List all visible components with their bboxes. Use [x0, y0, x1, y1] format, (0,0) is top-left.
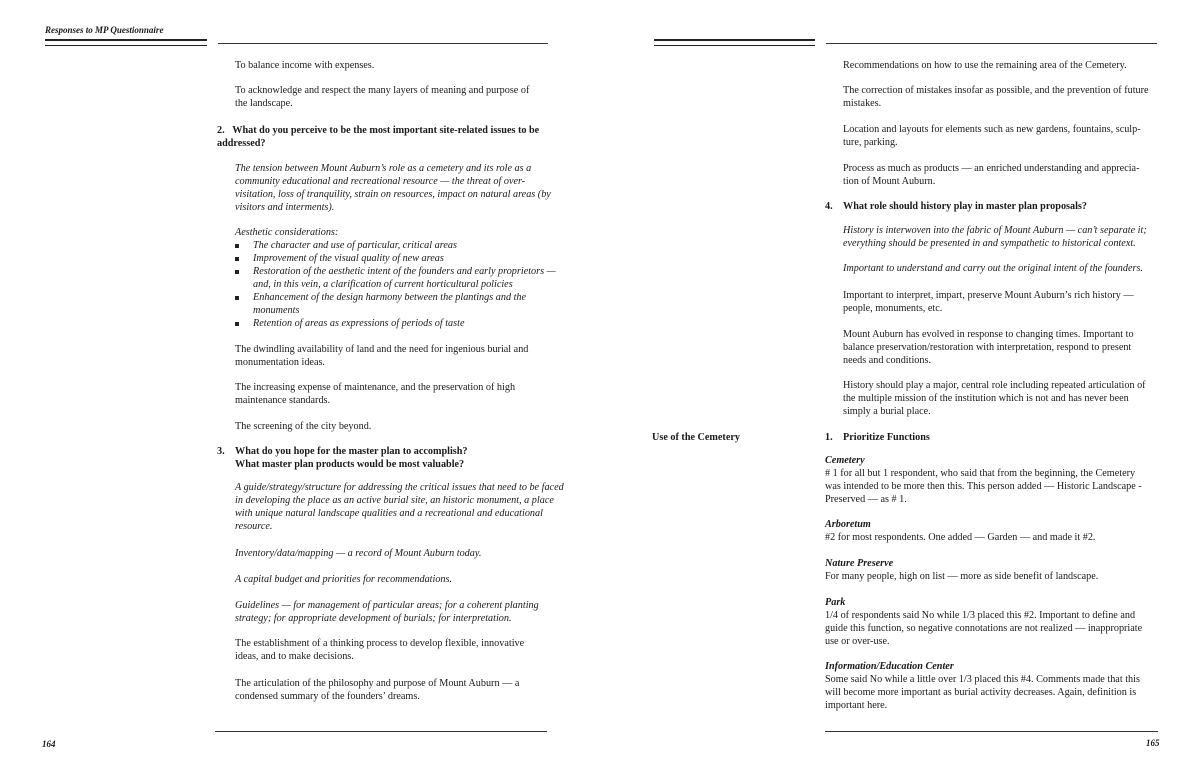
- paragraph-interwoven: [843, 224, 1147, 250]
- list-item: [253, 265, 556, 291]
- text-line: visitors and interments).: [235, 202, 335, 213]
- text-line: strategy; for appropriate development of burials; for interpretation.: [235, 613, 512, 624]
- question-number: 3.: [217, 446, 225, 457]
- text-line: Process as much as products — an enriched understanding and apprecia-: [843, 163, 1140, 174]
- text-line: The establishment of a thinking process to develop flexible, innovative: [235, 638, 525, 649]
- text-line: people, monuments, etc.: [843, 303, 943, 314]
- paragraph-acknowledge: [235, 84, 529, 110]
- text-line: Enhancement of the design harmony between the plantings and the: [253, 292, 527, 303]
- text-line: Important to understand and carry out the original intent of the founders.: [843, 263, 1143, 274]
- header-rule: [826, 43, 1157, 44]
- function-park: [825, 596, 1142, 648]
- text-line: simply a burial place.: [843, 406, 931, 417]
- question-text: What do you hope for the master plan to accomplish?: [235, 446, 468, 457]
- text-line: important here.: [825, 700, 888, 711]
- text-line: #2 for most respondents. One added — Garden — and made it #2.: [825, 532, 1096, 543]
- text-line: 1/4 of respondents said No while 1/3 placed this #2. Important to define and: [825, 610, 1136, 621]
- text-line: the multiple mission of the institution which is not and has never been: [843, 393, 1129, 404]
- function-information-center: [825, 660, 1140, 712]
- text-line: mistakes.: [843, 98, 882, 109]
- list-item: [253, 291, 526, 317]
- text-line: the landscape.: [235, 98, 293, 109]
- text-line: Preserved — as # 1.: [825, 494, 907, 505]
- footer-rule: [215, 731, 547, 732]
- text-line: in developing the place as an active burial site, an historic monument, a place: [235, 495, 554, 506]
- running-header: Responses to MP Questionnaire: [45, 25, 164, 35]
- list-item: [253, 239, 457, 252]
- text-line: The increasing expense of maintenance, and the preservation of high: [235, 382, 516, 393]
- paragraph-major: [843, 379, 1146, 418]
- text-line: balance preservation/restoration with interpretation, respond to present: [843, 342, 1132, 353]
- text-line: monuments: [253, 305, 300, 316]
- paragraph-dwindling: [235, 343, 528, 369]
- text-line: tion of Mount Auburn.: [843, 176, 936, 187]
- paragraph-evolved: [843, 328, 1134, 367]
- paragraph-thinking: [235, 637, 524, 663]
- paragraph-guide: [235, 481, 564, 533]
- function-name: Cemetery: [825, 455, 865, 466]
- list-item: [253, 252, 444, 265]
- question-3: [235, 445, 468, 471]
- paragraph-recommendations: [843, 59, 1127, 72]
- bullet-icon: [235, 257, 239, 261]
- text-line: A capital budget and priorities for recommendations.: [235, 574, 453, 585]
- footer-rule: [825, 731, 1158, 732]
- text-line: A guide/strategy/structure for addressing the critical issues that need to be faced: [235, 482, 564, 493]
- bullet-icon: [235, 244, 239, 248]
- question-text: What master plan products would be most valuable?: [235, 459, 465, 470]
- section-label: Use of the Cemetery: [652, 432, 740, 443]
- text-line: Improvement of the visual quality of new areas: [253, 253, 444, 264]
- text-line: ideas, and to make decisions.: [235, 651, 354, 662]
- text-line: Some said No while a little over 1/3 placed this #4. Comments made that this: [825, 674, 1140, 685]
- text-line: The articulation of the philosophy and purpose of Mount Auburn — a: [235, 678, 520, 689]
- paragraph-budget: [235, 573, 452, 586]
- question-number: 2.: [217, 125, 225, 136]
- section-number: 1.: [825, 432, 833, 443]
- paragraph-location: [843, 123, 1141, 149]
- function-arboretum: [825, 518, 1095, 544]
- bullet-icon: [235, 296, 239, 300]
- question-number: 4.: [825, 201, 833, 212]
- text-line: The tension between Mount Auburn’s role as a cemetery and its role as a: [235, 163, 532, 174]
- paragraph-balance: [235, 59, 374, 72]
- text-line: History should play a major, central role including repeated articulation of: [843, 380, 1146, 391]
- function-name: Information/Education Center: [825, 661, 954, 672]
- header-rule: [218, 43, 548, 44]
- text-line: will become more important as burial activity decreases. Again, definition is: [825, 687, 1137, 698]
- function-name: Nature Preserve: [825, 558, 894, 569]
- text-line: For many people, high on list — more as side benefit of landscape.: [825, 571, 1099, 582]
- text-line: The screening of the city beyond.: [235, 421, 372, 432]
- paragraph-guidelines: [235, 599, 539, 625]
- page-number: 164: [42, 739, 56, 749]
- paragraph-expense: [235, 381, 515, 407]
- text-line: visitation, loss of tranquility, strain on resources, impact on natural areas (by: [235, 189, 551, 200]
- text-line: use or over-use.: [825, 636, 890, 647]
- text-line: Recommendations on how to use the remaining area of the Cemetery.: [843, 60, 1127, 71]
- text-line: Retention of areas as expressions of periods of taste: [253, 318, 465, 329]
- text-line: To acknowledge and respect the many layers of meaning and purpose of: [235, 85, 530, 96]
- bullet-icon: [235, 270, 239, 274]
- text-line: ture, parking.: [843, 137, 898, 148]
- text-line: The dwindling availability of land and the need for ingenious burial and: [235, 344, 529, 355]
- question-text: What do you perceive to be the most important site-related issues to be: [232, 125, 540, 136]
- text-line: To balance income with expenses.: [235, 60, 375, 71]
- function-name: Park: [825, 597, 846, 608]
- text-line: maintenance standards.: [235, 395, 331, 406]
- text-line: Guidelines — for management of particular areas; for a coherent planting: [235, 600, 539, 611]
- text-line: condensed summary of the founders’ dreams.: [235, 691, 420, 702]
- section-title: Prioritize Functions: [843, 432, 930, 443]
- paragraph-articulation: [235, 677, 519, 703]
- text-line: Mount Auburn has evolved in response to changing times. Important to: [843, 329, 1134, 340]
- text-line: community educational and recreational resource — the threat of over-: [235, 176, 526, 187]
- text-line: needs and conditions.: [843, 355, 931, 366]
- paragraph-process: [843, 162, 1139, 188]
- text-line: History is interwoven into the fabric of Mount Auburn — can’t separate it;: [843, 225, 1147, 236]
- text-line: and, in this vein, a clarification of current horticultural policies: [253, 279, 513, 290]
- paragraph-inventory: [235, 547, 481, 560]
- aesthetic-label: Aesthetic considerations:: [235, 227, 339, 238]
- text-line: monumentation ideas.: [235, 357, 325, 368]
- text-line: everything should be presented in and sympathetic to historical context.: [843, 238, 1136, 249]
- page-number: 165: [1146, 738, 1160, 748]
- question-4: [843, 200, 1087, 213]
- text-line: Restoration of the aesthetic intent of the founders and early proprietors —: [253, 266, 556, 277]
- text-line: was intended to be more then this. This person added — Historic Landscape -: [825, 481, 1142, 492]
- function-cemetery: [825, 454, 1142, 506]
- paragraph-interpret: [843, 289, 1134, 315]
- text-line: resource.: [235, 521, 273, 532]
- paragraph-correction: [843, 84, 1149, 110]
- question-text: What role should history play in master plan proposals?: [843, 201, 1087, 212]
- paragraph-tension: [235, 162, 551, 214]
- text-line: Location and layouts for elements such as new gardens, fountains, sculp-: [843, 124, 1141, 135]
- paragraph-intent: [843, 262, 1143, 275]
- text-line: guide this function, so negative connotations are not realized — inappropriate: [825, 623, 1143, 634]
- text-line: The correction of mistakes insofar as possible, and the prevention of future: [843, 85, 1149, 96]
- text-line: # 1 for all but 1 respondent, who said that from the beginning, the Cemetery: [825, 468, 1136, 479]
- header-double-rule: [654, 39, 815, 46]
- header-double-rule: [45, 39, 207, 46]
- bullet-icon: [235, 322, 239, 326]
- function-nature-preserve: [825, 557, 1098, 583]
- function-name: Arboretum: [825, 519, 871, 530]
- text-line: The character and use of particular, critical areas: [253, 240, 457, 251]
- paragraph-screening: [235, 420, 371, 433]
- text-line: with unique natural landscape qualities and a recreational and educational: [235, 508, 543, 519]
- text-line: Inventory/data/mapping — a record of Mount Auburn today.: [235, 548, 482, 559]
- text-line: Important to interpret, impart, preserve Mount Auburn’s rich history —: [843, 290, 1134, 301]
- list-item: [253, 317, 464, 330]
- question-2: [217, 124, 539, 150]
- question-text: addressed?: [217, 138, 266, 149]
